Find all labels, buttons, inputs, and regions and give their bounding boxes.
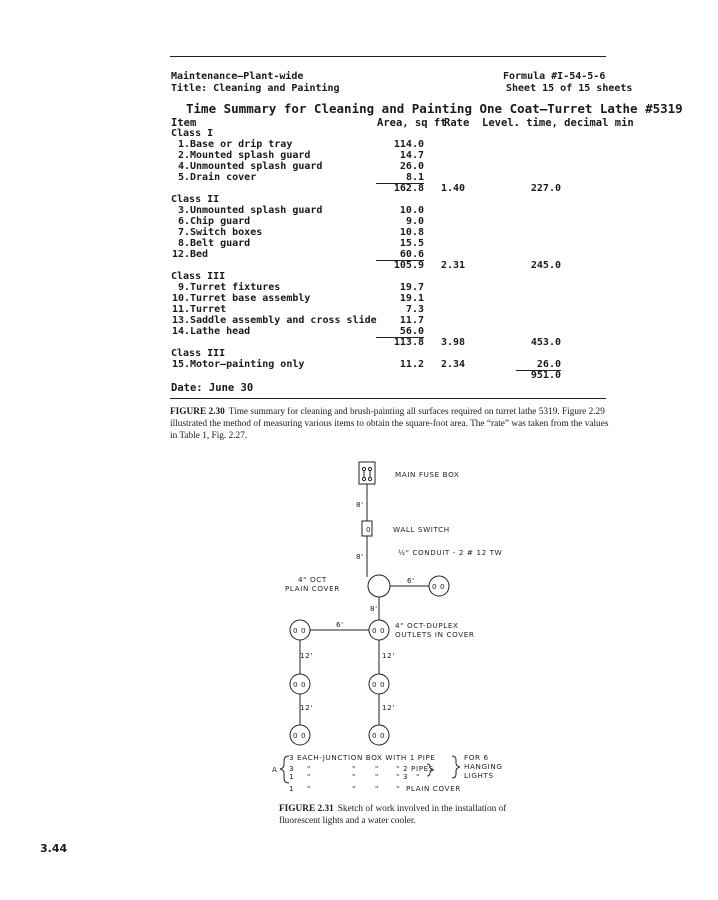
figure-2-30-label: FIGURE 2.30 <box>170 407 225 417</box>
wiring-sketch <box>270 458 520 798</box>
table-row <box>171 150 607 161</box>
item-name: Lathe head <box>190 326 251 337</box>
outlet-glyph: 0 0 <box>293 680 307 689</box>
oct-duplex-label-line1: 4" OCT-DUPLEX <box>395 621 459 630</box>
page-number: 3.44 <box>40 842 68 855</box>
main-fuse-box-shape <box>359 462 375 484</box>
legend-lights: LIGHTS <box>464 771 494 780</box>
item-area: 19.7 <box>399 282 424 293</box>
item-area: 7.3 <box>405 304 424 315</box>
class-heading: Class III <box>171 348 226 359</box>
dimension-label: 12' <box>382 703 395 712</box>
outlet-glyph: 0 0 <box>293 626 307 635</box>
item-name: Turret fixtures <box>190 282 281 293</box>
legend-ditto: " <box>396 764 400 773</box>
item-name: Drain cover <box>190 172 257 183</box>
item-number: 7. <box>177 227 190 238</box>
item-area: 11.2 <box>399 359 424 370</box>
figure-2-31-text: Sketch of work involved in the installation of fluorescent lights and a water cooler. <box>279 804 507 827</box>
item-number: 6. <box>177 216 190 227</box>
legend-hanging: HANGING <box>464 762 503 771</box>
item-name: Mounted splash guard <box>190 150 311 161</box>
column-header-area: Area, sq ft <box>377 117 447 129</box>
item-name: Unmounted splash guard <box>190 161 323 172</box>
subtotal-row <box>171 183 607 194</box>
legend-for-6: FOR 6 <box>464 753 489 762</box>
legend-ditto: " <box>396 784 400 793</box>
subtotal-rate: 1.40 <box>440 183 466 194</box>
top-rule <box>170 56 606 57</box>
right-brace <box>452 756 460 778</box>
item-rate: 2.34 <box>440 359 466 370</box>
item-number: 2. <box>177 150 190 161</box>
item-name: Unmounted splash guard <box>190 205 323 216</box>
subtotal-row <box>171 370 607 381</box>
subtotal-level-time: 951.0 <box>530 370 561 381</box>
item-number: 15. <box>171 359 190 370</box>
legend-a-label: A <box>272 765 278 774</box>
table-row <box>171 293 607 304</box>
oct-duplex-label-line2: OUTLETS IN COVER <box>395 630 475 639</box>
dimension-label: 12' <box>382 651 395 660</box>
outlet-glyph: 0 0 <box>293 731 307 740</box>
item-number: 14. <box>171 326 190 337</box>
item-number: 11. <box>171 304 190 315</box>
item-name: Turret base assembly <box>190 293 311 304</box>
table-row <box>171 216 607 227</box>
figure-2-31-label: FIGURE 2.31 <box>279 804 334 814</box>
legend-row-1: 3 EACH-JUNCTION BOX WITH 1 PIPE <box>289 753 436 762</box>
table-row <box>171 238 607 249</box>
wall-switch-label: WALL SWITCH <box>393 525 450 534</box>
dimension-label: 12' <box>300 703 313 712</box>
item-area: 10.8 <box>399 227 424 238</box>
table-row <box>171 205 607 216</box>
legend-ditto: " <box>352 784 356 793</box>
legend-ditto: " <box>416 772 420 781</box>
legend-ditto: " <box>375 764 379 773</box>
fuse-terminal <box>362 477 365 480</box>
dimension-label: 6' <box>336 620 344 629</box>
legend-plain-cover: PLAIN COVER <box>406 784 461 793</box>
subtotal-area: 113.8 <box>393 337 424 348</box>
outlet-glyph: 0 0 <box>372 680 386 689</box>
item-number: 8. <box>177 238 190 249</box>
table-row <box>171 282 607 293</box>
item-name: Bed <box>190 249 209 260</box>
header-formula: Formula #I-54-5-6 <box>503 71 606 82</box>
item-name: Switch boxes <box>190 227 263 238</box>
dimension-label: 8' <box>370 604 378 613</box>
class-heading: Class III <box>171 271 226 282</box>
table-row <box>171 326 607 337</box>
dimension-label: 6' <box>407 576 415 585</box>
item-name: Saddle assembly and cross slide <box>190 315 377 326</box>
subtotal-area: 105.9 <box>393 260 424 271</box>
legend-row-2-qty: 3 <box>289 764 295 773</box>
oct-plain-label-line2: PLAIN COVER <box>285 584 340 593</box>
table-row <box>171 304 607 315</box>
table-row <box>171 172 607 183</box>
outlet-glyph: 0 0 <box>372 731 386 740</box>
legend-row-3-qty: 1 <box>289 772 295 781</box>
subtotal-rate: 2.31 <box>440 260 466 271</box>
oct-plain-cover-box <box>368 575 390 597</box>
item-area: 60.6 <box>376 249 424 261</box>
subtotal-area: 162.8 <box>393 183 424 194</box>
item-number: 1. <box>177 139 190 150</box>
legend-row-4-qty: 1 <box>289 784 295 793</box>
legend-ditto: " <box>307 784 311 793</box>
legend-ditto: " <box>352 764 356 773</box>
item-name: Chip guard <box>190 216 251 227</box>
subtotal-row <box>171 260 607 271</box>
header-title: Title: Cleaning and Painting <box>171 83 340 94</box>
fuse-terminal <box>368 477 371 480</box>
legend-ditto: " <box>307 764 311 773</box>
legend-ditto: " <box>307 772 311 781</box>
legend-row-3-pipes: 3 <box>403 772 409 781</box>
column-header-rate: Rate <box>444 117 470 129</box>
subtotal-rate: 3.98 <box>440 337 466 348</box>
column-header-item: Item <box>171 117 197 129</box>
item-name: Turret <box>190 304 227 315</box>
item-number: 13. <box>171 315 190 326</box>
time-summary-table <box>171 128 607 381</box>
figure-2-30-text: Time summary for cleaning and brush-painting all surfaces required on turret lathe 5319. Figure 2.29 illustrated the method of measuring various items to obtain the square-foot area. The “rate” was taken from the values in Table 1, Fig. 2.27. <box>170 407 609 442</box>
fuse-link <box>364 471 370 477</box>
wall-switch-glyph: 0 <box>366 525 372 534</box>
subtotal-row <box>171 337 607 348</box>
conduit-label: ½" CONDUIT - 2 # 12 TW <box>398 548 503 557</box>
item-number: 3. <box>177 205 190 216</box>
class-heading-row <box>171 348 607 359</box>
legend-ditto: " <box>352 772 356 781</box>
table-row <box>171 359 607 370</box>
subtotal-level-time: 227.0 <box>530 183 561 194</box>
class-heading-row <box>171 194 607 205</box>
subtotal-level-time: 453.0 <box>530 337 561 348</box>
item-area: 9.0 <box>405 216 424 227</box>
item-number: 5. <box>177 172 190 183</box>
table-row <box>171 161 607 172</box>
item-number: 12. <box>171 249 190 260</box>
outlet-glyph: 0 0 <box>372 626 386 635</box>
item-number: 9. <box>177 282 190 293</box>
dimension-label: 12' <box>300 651 313 660</box>
legend-ditto: " <box>375 784 379 793</box>
left-brace <box>280 756 289 783</box>
item-name: Belt guard <box>190 238 251 249</box>
table-row <box>171 249 607 260</box>
main-fuse-box-label: MAIN FUSE BOX <box>395 470 460 479</box>
item-area: 14.7 <box>399 150 424 161</box>
item-area: 15.5 <box>399 238 424 249</box>
header-plant-wide: Maintenance—Plant-wide <box>171 71 304 82</box>
class-heading: Class II <box>171 194 220 205</box>
item-name: Base or drip tray <box>190 139 293 150</box>
legend-row-2-pipes: 2 PIPES <box>403 764 434 773</box>
fuse-terminal <box>368 467 371 470</box>
section-rule <box>170 398 606 399</box>
date: Date: June 30 <box>171 382 254 394</box>
dimension-label: 8' <box>356 552 364 561</box>
header-sheet: Sheet 15 of 15 sheets <box>506 83 633 94</box>
figure-2-31-caption <box>279 803 509 827</box>
outlet-glyph: 0 0 <box>432 582 446 591</box>
table-row <box>171 315 607 326</box>
item-area: 10.0 <box>399 205 424 216</box>
table-row <box>171 227 607 238</box>
item-area: 8.1 <box>376 172 424 184</box>
class-heading-row <box>171 271 607 282</box>
item-area: 114.0 <box>393 139 424 150</box>
item-number: 10. <box>171 293 190 304</box>
fuse-terminal <box>362 467 365 470</box>
item-name: Motor—painting only <box>190 359 305 370</box>
subtotal-level-time: 245.0 <box>530 260 561 271</box>
legend-ditto: " <box>375 772 379 781</box>
item-area: 11.7 <box>399 315 424 326</box>
class-heading-row <box>171 128 607 139</box>
form-title: Time Summary for Cleaning and Painting One Coat—Turret Lathe #5319 <box>186 101 683 116</box>
item-area: 26.0 <box>399 161 424 172</box>
figure-2-30-caption <box>170 406 610 443</box>
item-level-time: 26.0 <box>516 359 561 371</box>
legend-ditto: " <box>396 772 400 781</box>
item-area: 56.0 <box>376 326 424 338</box>
dimension-label: 8' <box>356 500 364 509</box>
item-area: 19.1 <box>399 293 424 304</box>
class-heading: Class I <box>171 128 214 139</box>
item-number: 4. <box>177 161 190 172</box>
table-row <box>171 139 607 150</box>
oct-plain-label-line1: 4" OCT <box>298 575 327 584</box>
column-header-level-time: Level. time, decimal min <box>482 117 634 129</box>
